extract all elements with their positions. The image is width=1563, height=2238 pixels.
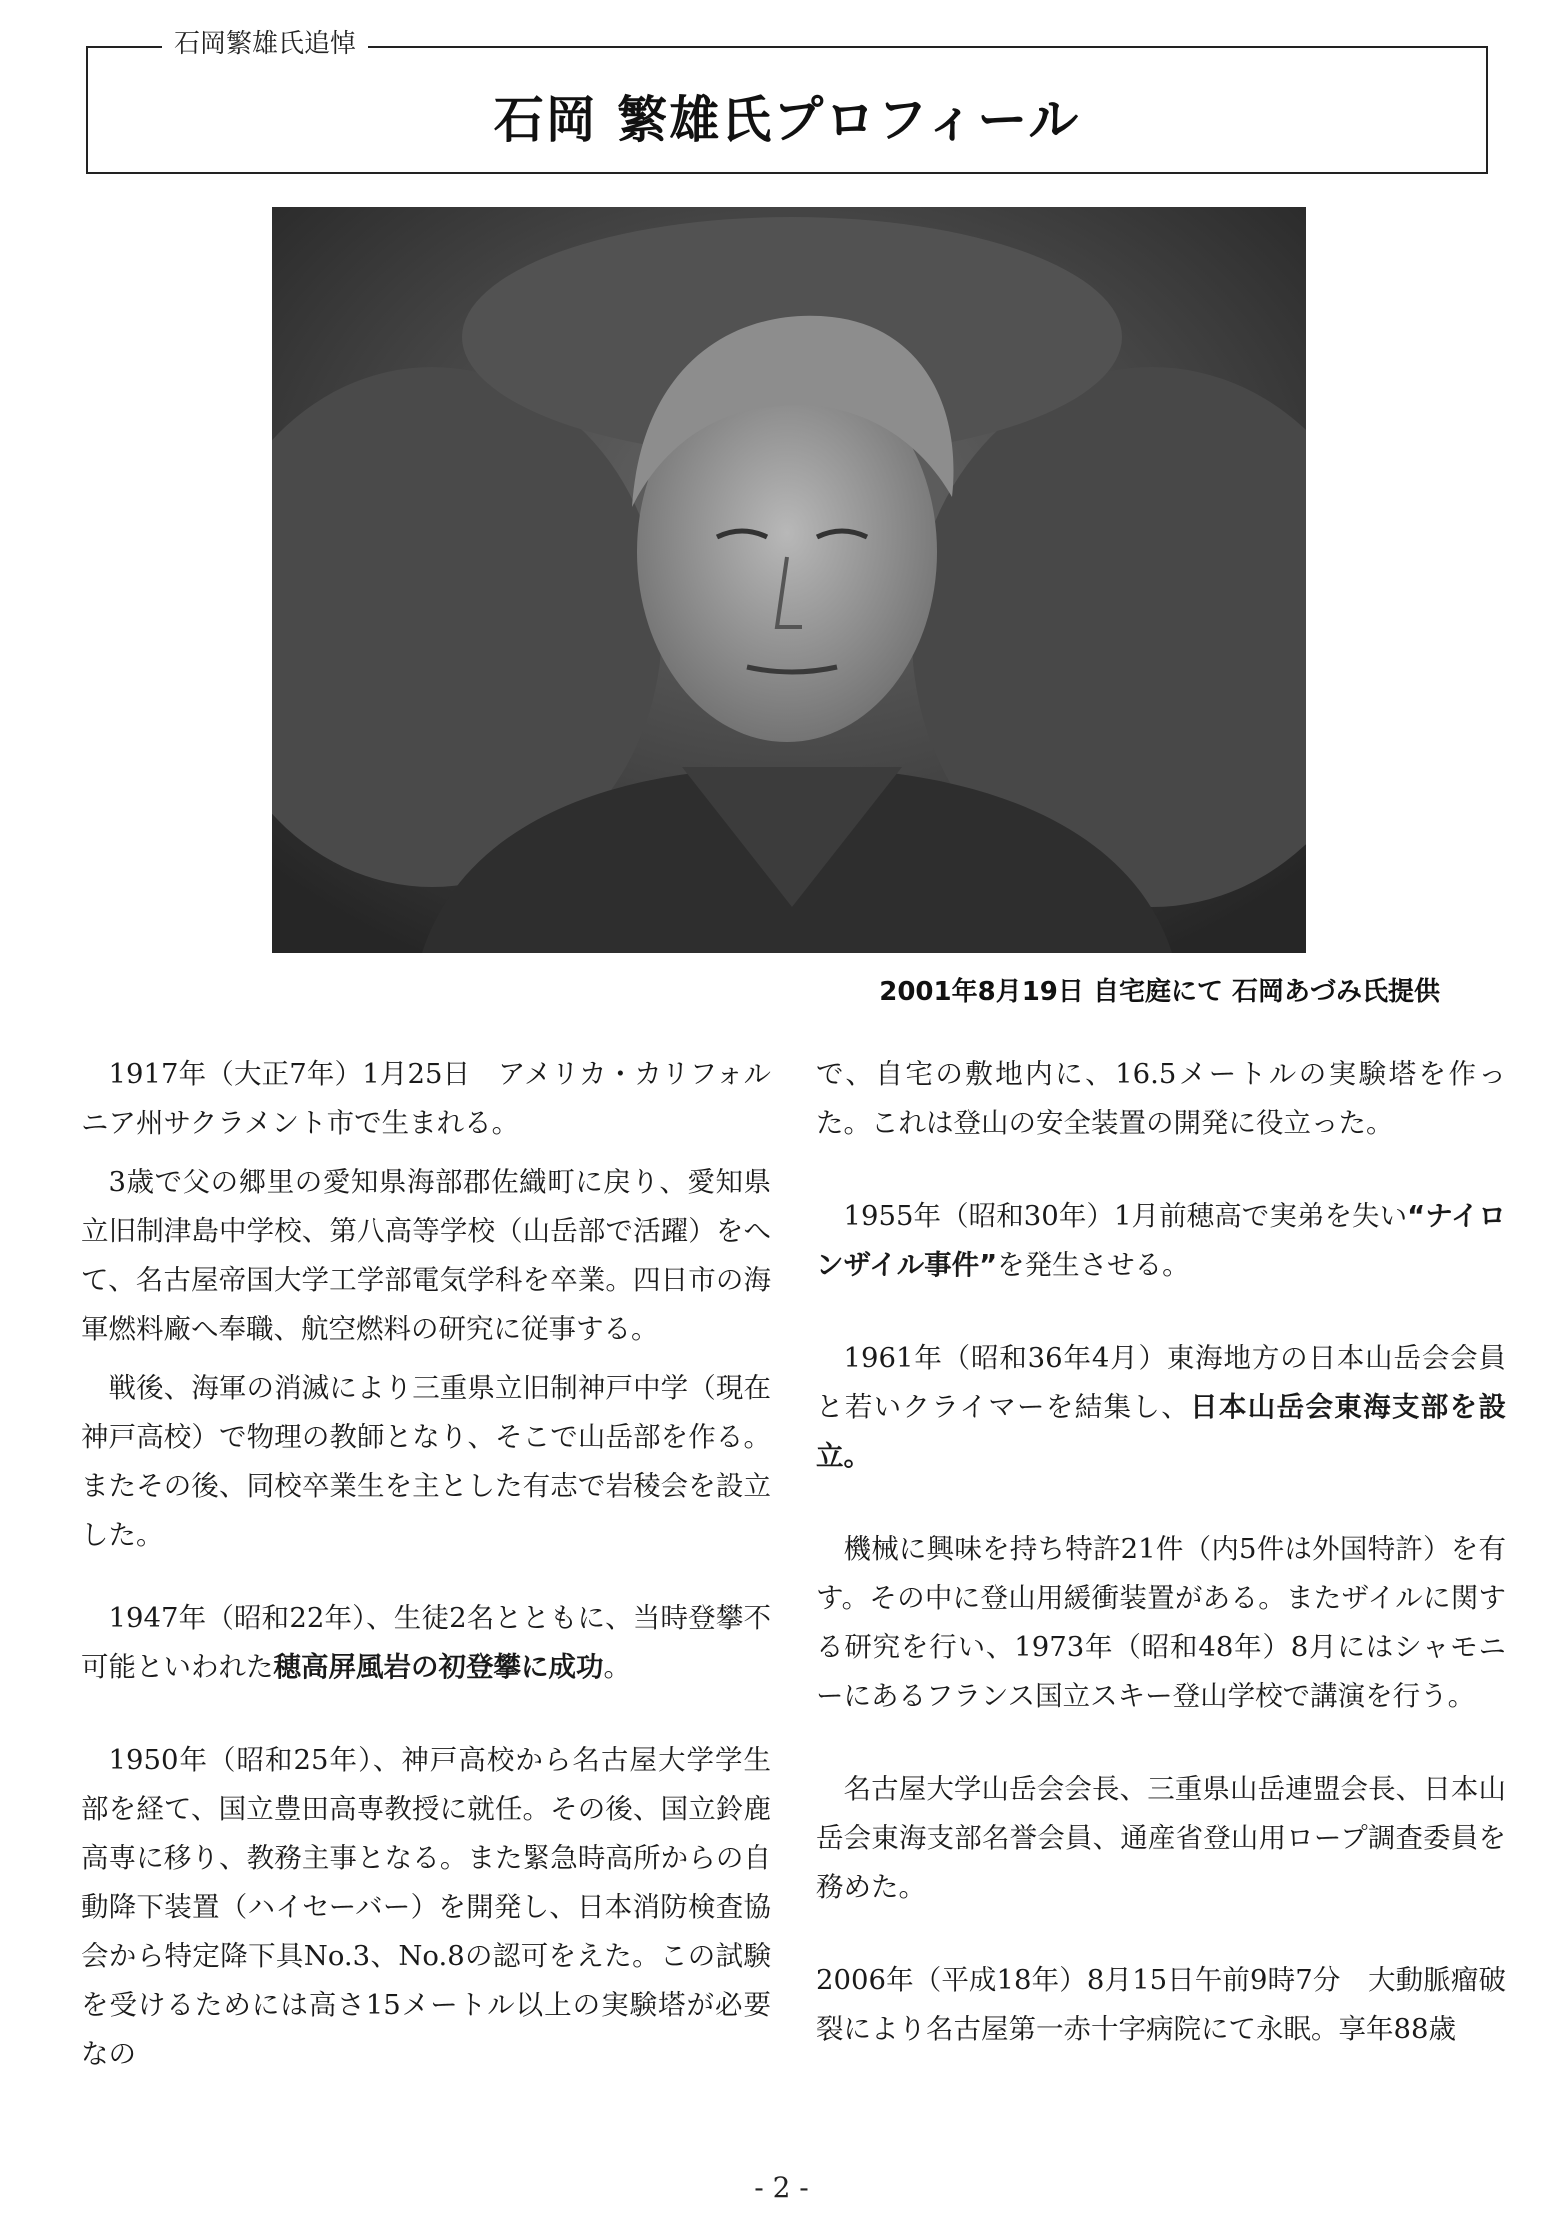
page-number: - 2 - <box>754 2171 809 2204</box>
bio-paragraph-first-ascent <box>81 1594 771 1692</box>
bio-paragraph-education: 3歳で父の郷里の愛知県海部郡佐織町に戻り、愛知県立旧制津島中学校、第八高等学校（山岳部で活躍）をへて、名古屋帝国大学工学部電気学科を卒業。四日市の海軍燃料廠へ奉職、航空燃料の研究に従事する。 <box>81 1166 771 1345</box>
bio-paragraph-tower: で、自宅の敷地内に、16.5メートルの実験塔を作った。これは登山の安全装置の開発に役立った。 <box>816 1058 1506 1139</box>
bio-paragraph-birth: 1917年（大正7年）1月25日 アメリカ・カリフォルニア州サクラメント市で生まれる。 <box>81 1058 771 1139</box>
bio-paragraph-nylon-rope <box>816 1192 1506 1290</box>
right-column <box>816 1050 1506 2054</box>
bio-paragraph-tokai-branch <box>816 1334 1506 1481</box>
bio-paragraph-patents: 機械に興味を持ち特許21件（内5件は外国特許）を有す。その中に登山用緩衝装置がある。またザイルに関する研究を行い、1973年（昭和48年）8月にはシャモニーにあるフランス国立スキー登山学校で講演を行う。 <box>816 1533 1506 1712</box>
left-column <box>81 1050 771 2079</box>
tokai-branch-text: 1961年（昭和36年4月）東海地方の日本山岳会会員と若いクライマーを結集し、 <box>816 1342 1506 1423</box>
tokai-branch-highlight: 日本山岳会東海支部を設立。 <box>816 1391 1506 1472</box>
first-ascent-text: 1947年（昭和22年）、生徒2名とともに、当時登攀不可能といわれた <box>81 1602 771 1683</box>
portrait-photo <box>272 207 1306 953</box>
first-ascent-highlight: 穂高屏風岩の初登攀に成功 <box>273 1651 604 1683</box>
bio-paragraph-postwar: 戦後、海軍の消滅により三重県立旧制神戸中学（現在神戸高校）で物理の教師となり、そこで山岳部を作る。またその後、同校卒業生を主とした有志で岩稜会を設立した。 <box>81 1372 771 1551</box>
header-label: 石岡繁雄氏追悼 <box>162 26 368 62</box>
nylon-rope-text: 1955年（昭和30年）1月前穂高で実弟を失い <box>843 1200 1408 1232</box>
bio-paragraph-positions: 名古屋大学山岳会会長、三重県山岳連盟会長、日本山岳会東海支部名誉会員、通産省登山用ロープ調査委員を務めた。 <box>816 1773 1506 1903</box>
first-ascent-suffix: 。 <box>603 1651 631 1683</box>
bio-paragraph-death: 2006年（平成18年）8月15日午前9時7分 大動脈瘤破裂により名古屋第一赤十字病院にて永眠。享年88歳 <box>816 1964 1506 2045</box>
nylon-rope-suffix: を発生させる。 <box>997 1249 1190 1281</box>
page-title: 石岡 繁雄氏プロフィール <box>493 91 1081 149</box>
nylon-rope-highlight: “ナイロンザイル事件” <box>816 1200 1506 1281</box>
bio-paragraph-career: 1950年（昭和25年）、神戸高校から名古屋大学学生部を経て、国立豊田高専教授に就任。その後、国立鈴鹿高専に移り、教務主事となる。また緊急時高所からの自動降下装置（ハイセーバー）を開発し、日本消防検査協会から特定降下具No.3、No.8の認可をえた。この試験を受けるためには高さ15メートル以上の実験塔が必要なの <box>81 1744 771 2070</box>
photo-caption: 2001年8月19日 自宅庭にて 石岡あづみ氏提供 <box>879 977 1440 1007</box>
